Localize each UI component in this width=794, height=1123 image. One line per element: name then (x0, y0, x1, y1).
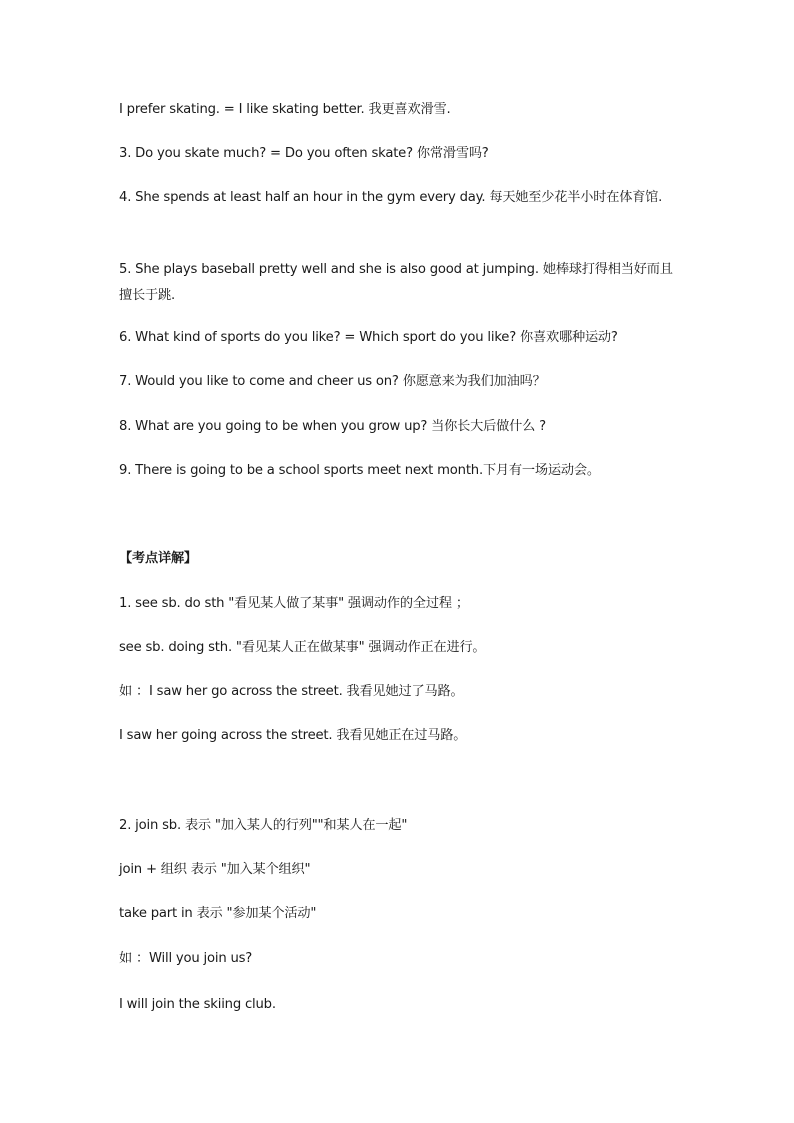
sentence-5: 5. She plays baseball pretty well and she is also good at jumping. 她棒球打得相当好而且擅长于跳. (119, 262, 673, 303)
point1-example1: 如 ：I saw her go across the street. 我看见她过了马路。 (119, 684, 464, 699)
sentence-7: 7. Would you like to come and cheer us on? 你愿意来为我们加油吗？ (119, 374, 546, 389)
point2-line2: join + 组织 表示 "加入某个组织" (119, 862, 311, 877)
point2-line3: take part in 表示 "参加某个活动" (119, 906, 317, 921)
sentence-6: 6. What kind of sports do you like? = Which sport do you like? 你喜欢哪种运动? (119, 330, 618, 345)
section-heading: 【考点详解】 (119, 551, 197, 566)
sentence-4: 4. She spends at least half an hour in the gym every day. 每天她至少花半小时在体育馆. (119, 190, 663, 205)
sentence-9: 9. There is going to be a school sports meet next month.下月有一场运动会。 (119, 463, 600, 478)
sentence-prefer-skating: I prefer skating. = I like skating better. 我更喜欢滑雪. (119, 102, 451, 117)
point2-example1: 如 ：Will you join us? (119, 951, 253, 966)
point2-line1: 2. join sb. 表示 "加入某人的行列""和某人在一起" (119, 818, 408, 833)
point1-line2: see sb. doing sth. "看见某人正在做某事" 强调动作正在进行。 (119, 640, 486, 655)
point1-example2: I saw her going across the street. 我看见她正在过马路。 (119, 728, 467, 743)
point2-example2: I will join the skiing club. (119, 997, 276, 1012)
sentence-8: 8. What are you going to be when you grow up? 当你长大后做什么 ? (119, 419, 546, 434)
sentence-3: 3. Do you skate much? = Do you often skate? 你常滑雪吗? (119, 146, 489, 161)
point1-line1: 1. see sb. do sth "看见某人做了某事" 强调动作的全过程 ； (119, 596, 469, 611)
